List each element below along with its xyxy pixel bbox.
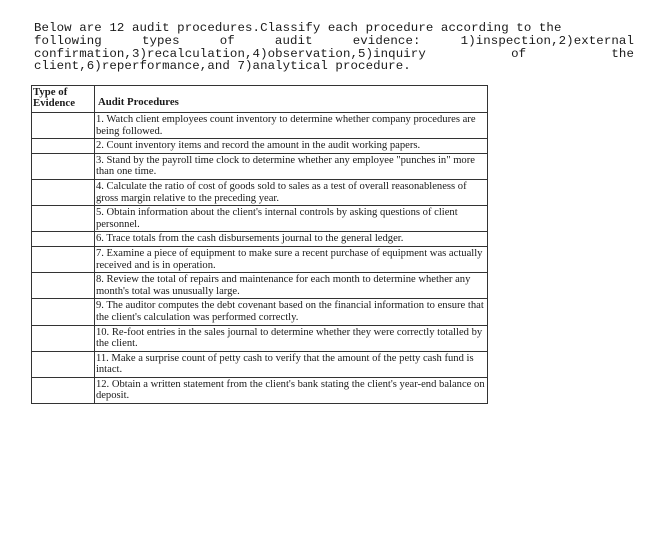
procedure-cell: 2. Count inventory items and record the amount in the audit working papers. — [94, 139, 487, 154]
evidence-type-cell[interactable] — [32, 206, 95, 232]
table-row — [32, 179, 488, 205]
evidence-type-cell[interactable] — [32, 351, 95, 377]
procedure-cell: 5. Obtain information about the client's internal controls by asking questions of client personnel. — [94, 206, 487, 232]
evidence-type-cell[interactable] — [32, 232, 95, 247]
evidence-type-cell[interactable] — [32, 113, 95, 139]
procedure-cell: 8. Review the total of repairs and maintenance for each month to determine whether any month's total was unusually large. — [94, 273, 487, 299]
evidence-type-cell[interactable] — [32, 273, 95, 299]
evidence-type-cell[interactable] — [32, 139, 95, 154]
instructions-line-1 — [34, 22, 634, 35]
evidence-type-cell[interactable] — [32, 325, 95, 351]
header-type-line-2: Evidence — [33, 97, 75, 109]
table-row — [32, 139, 488, 154]
instructions-word: the — [611, 46, 634, 61]
instructions-line-2 — [34, 35, 634, 48]
instructions-word: client,6)reperformance,and 7)analytical procedure. — [34, 59, 411, 74]
instructions-word: following — [34, 33, 102, 48]
instructions-word: types — [141, 33, 180, 48]
procedure-cell: 1. Watch client employees count inventory to determine whether company procedures are being followed. — [94, 113, 487, 139]
evidence-type-cell[interactable] — [32, 299, 95, 325]
table-row — [32, 325, 488, 351]
instructions-word: audit — [274, 33, 313, 48]
procedure-cell: 7. Examine a piece of equipment to make sure a recent purchase of equipment was actually received and is in operation. — [94, 246, 487, 272]
table-row — [32, 153, 488, 179]
instructions-word: Below are 12 audit procedures.Classify each procedure according to the — [34, 21, 562, 35]
table-row — [32, 113, 488, 139]
table-row — [32, 246, 488, 272]
evidence-type-cell[interactable] — [32, 377, 95, 403]
audit-procedures-table — [31, 85, 488, 404]
instructions-word: confirmation,3)recalculation,4)observation,5)inquiry — [34, 46, 426, 61]
evidence-type-cell[interactable] — [32, 179, 95, 205]
table-row — [32, 351, 488, 377]
procedure-cell: 10. Re-foot entries in the sales journal to determine whether they were correctly totalled by the client. — [94, 325, 487, 351]
evidence-type-cell[interactable] — [32, 246, 95, 272]
header-type-line-1: Type of — [33, 86, 68, 98]
table-row — [32, 377, 488, 403]
procedure-cell: 11. Make a surprise count of petty cash to verify that the amount of the petty cash fund is intact. — [94, 351, 487, 377]
instructions-text — [34, 22, 634, 73]
procedure-cell: 3. Stand by the payroll time clock to determine whether any employee "punches in" more than one time. — [94, 153, 487, 179]
header-audit-procedures: Audit Procedures — [94, 86, 487, 113]
instructions-word: evidence: — [352, 33, 421, 48]
procedure-cell: 12. Obtain a written statement from the client's bank stating the client's year-end balance on deposit. — [94, 377, 487, 403]
evidence-type-cell[interactable] — [32, 153, 95, 179]
table-header-row — [32, 86, 488, 113]
instructions-word: of — [511, 46, 527, 61]
header-type-of-evidence — [32, 86, 95, 113]
instructions-word: 1)inspection,2)external — [460, 33, 634, 48]
table-row — [32, 273, 488, 299]
instructions-word: of — [219, 33, 235, 48]
table-row — [32, 206, 488, 232]
table-row — [32, 232, 488, 247]
procedure-cell: 4. Calculate the ratio of cost of goods sold to sales as a test of overall reasonableness of gross margin relative to the preceding year. — [94, 179, 487, 205]
table-row — [32, 299, 488, 325]
instructions-line-4 — [34, 60, 634, 73]
procedure-cell: 6. Trace totals from the cash disbursements journal to the general ledger. — [94, 232, 487, 247]
procedure-cell: 9. The auditor computes the debt covenant based on the financial information to ensure that the client's calculation was performed correctly. — [94, 299, 487, 325]
